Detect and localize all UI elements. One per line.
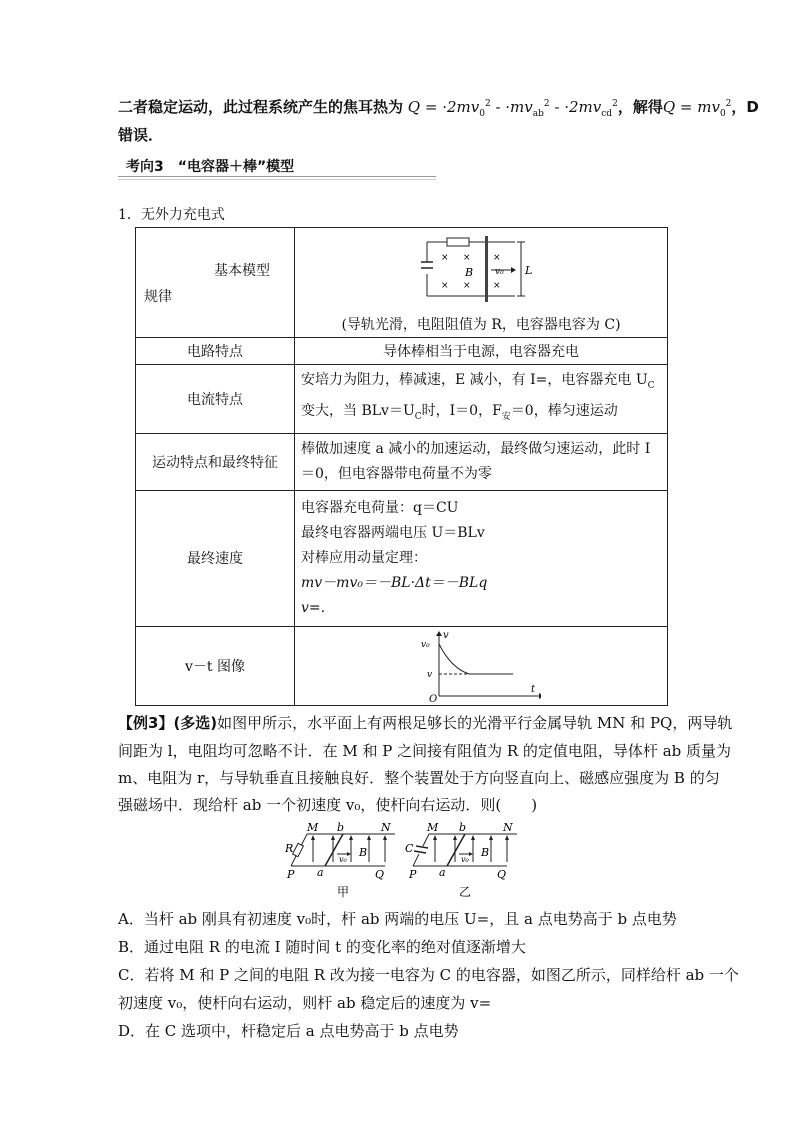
option-c-line-2: 初速度 v₀，使杆向右运动，则杆 ab 稳定后的速度为 v=	[118, 994, 492, 1012]
table-row	[136, 626, 668, 705]
svg-text:N: N	[503, 821, 513, 834]
intro-line-1: 二者稳定运动，此过程系统产生的焦耳热为 $Q = \cdot 2mv_0^2 - \cdot mv_{ab}^2 - \cdot 2mv_{cd}^2$，解得$Q = mv_0^2$，D	[118, 98, 759, 119]
table-row	[136, 338, 668, 365]
cross-mark: ×	[441, 253, 449, 263]
row4-label: 运动特点和最终特征	[136, 433, 295, 490]
label-v0: v₀	[421, 639, 430, 650]
svg-text:Q: Q	[497, 868, 507, 881]
svg-text:a: a	[439, 866, 446, 879]
label-v0: v₀	[495, 267, 504, 277]
row3-label: 电流特点	[136, 365, 295, 434]
example-line-1: 【例3】(多选)如图甲所示，水平面上有两根足够长的光滑平行金属导轨 MN 和 PQ，两导轨	[118, 714, 733, 732]
row3-value: 安培力为阻力，棒减速，E 减小，有 I=，电容器充电 $U_C$ 变大，当 $BLv=U_C$时，I＝0，$F_安=0$，棒匀速运动	[295, 365, 668, 434]
option-b: B．通过电阻 R 的电流 I 随时间 t 的变化率的绝对值逐渐增大	[118, 938, 526, 956]
svg-text:Q: Q	[375, 868, 385, 881]
cross-mark: ×	[463, 253, 471, 263]
caption-jia: 甲	[337, 885, 350, 899]
label-v: v	[427, 669, 433, 680]
axis-t: t	[531, 683, 536, 695]
example-line-2: 间距为 l，电阻均可忽略不计．在 M 和 P 之间接有阻值为 R 的定值电阻，导体杆 ab 质量为	[118, 742, 732, 760]
svg-text:a: a	[317, 866, 324, 879]
row5-value: 电容器充电荷量：q＝CU 最终电容器两端电压 U＝BLv 对棒应用动量定理： mv－mv₀＝－BL·Δt＝－BLq v=.	[295, 490, 668, 626]
vt-graph	[421, 630, 541, 702]
option-d: D．在 C 选项中，杆稳定后 a 点电势高于 b 点电势	[118, 1022, 459, 1040]
svg-text:v₀: v₀	[461, 855, 469, 864]
row6-label: v－t 图像	[136, 626, 295, 705]
svg-text:M: M	[427, 821, 439, 834]
option-a: A．当杆 ab 刚具有初速度 v₀时，杆 ab 两端的电压 U=，且 a 点电势高于 b 点电势	[118, 910, 677, 928]
svg-text:R: R	[285, 842, 294, 855]
example-multi: (多选)	[173, 714, 218, 732]
intro-text: 二者稳定运动，此过程系统产生的焦耳热为	[118, 98, 404, 116]
figure-jia-yi	[285, 818, 525, 900]
section-heading: 考向3 “电容器＋棒”模型	[126, 159, 295, 175]
row5-label: 最终速度	[136, 490, 295, 626]
svg-text:P: P	[287, 868, 295, 881]
row1-label: 基本模型 规律	[136, 228, 295, 338]
svg-text:b: b	[459, 821, 467, 834]
row6-value	[295, 626, 668, 705]
cross-mark: ×	[463, 281, 471, 291]
cross-mark: ×	[441, 281, 449, 291]
axis-v: v	[443, 629, 449, 641]
svg-text:M: M	[307, 821, 319, 834]
svg-text:v₀: v₀	[339, 855, 347, 864]
table-row	[136, 433, 668, 490]
section-subheading: 1．无外力充电式	[118, 207, 225, 223]
label-L: L	[525, 264, 533, 277]
origin: O	[429, 693, 438, 702]
figure-yi	[405, 821, 517, 899]
example-tag: 【例3】	[118, 714, 174, 732]
formula-part: $Q = \cdot 2mv_0^2 - \cdot mv_{ab}^2 - \cdot 2mv_{cd}^2$	[407, 98, 618, 119]
table-row	[136, 228, 668, 338]
svg-text:C: C	[405, 842, 414, 855]
rules-table	[135, 227, 668, 706]
table-row	[136, 365, 668, 434]
cross-mark: ×	[493, 253, 501, 263]
intro-line-2: 错误．	[118, 126, 164, 144]
row2-value: 导体棒相当于电源，电容器充电	[295, 338, 668, 365]
svg-text:b: b	[337, 821, 345, 834]
svg-text:N: N	[381, 821, 391, 834]
label-B: B	[465, 266, 474, 279]
row2-label: 电路特点	[136, 338, 295, 365]
svg-text:P: P	[409, 868, 417, 881]
svg-text:B: B	[481, 846, 490, 859]
circuit-diagram	[421, 234, 541, 304]
figure-jia	[285, 821, 395, 899]
caption-yi: 乙	[459, 885, 472, 899]
row4-value: 棒做加速度 a 减小的加速运动，最终做匀速运动，此时 I ＝0，但电容器带电荷量不为零	[295, 433, 668, 490]
example-line-3: m、电阻为 r，与导轨垂直且接触良好．整个装置处于方向竖直向上、磁感应强度为 B 的匀	[118, 769, 720, 787]
table-row	[136, 490, 668, 626]
row1-caption: (导轨光滑，电阻阻值为 R，电容器电容为 C)	[341, 317, 621, 333]
svg-text:B: B	[359, 846, 368, 859]
cross-mark: ×	[493, 281, 501, 291]
row1-value	[295, 228, 668, 338]
option-c-line-1: C．若将 M 和 P 之间的电阻 R 改为接一电容为 C 的电容器，如图乙所示，同样给杆 ab 一个	[118, 966, 739, 984]
example-line-4: 强磁场中．现给杆 ab 一个初速度 v₀，使杆向右运动．则( )	[118, 796, 538, 814]
